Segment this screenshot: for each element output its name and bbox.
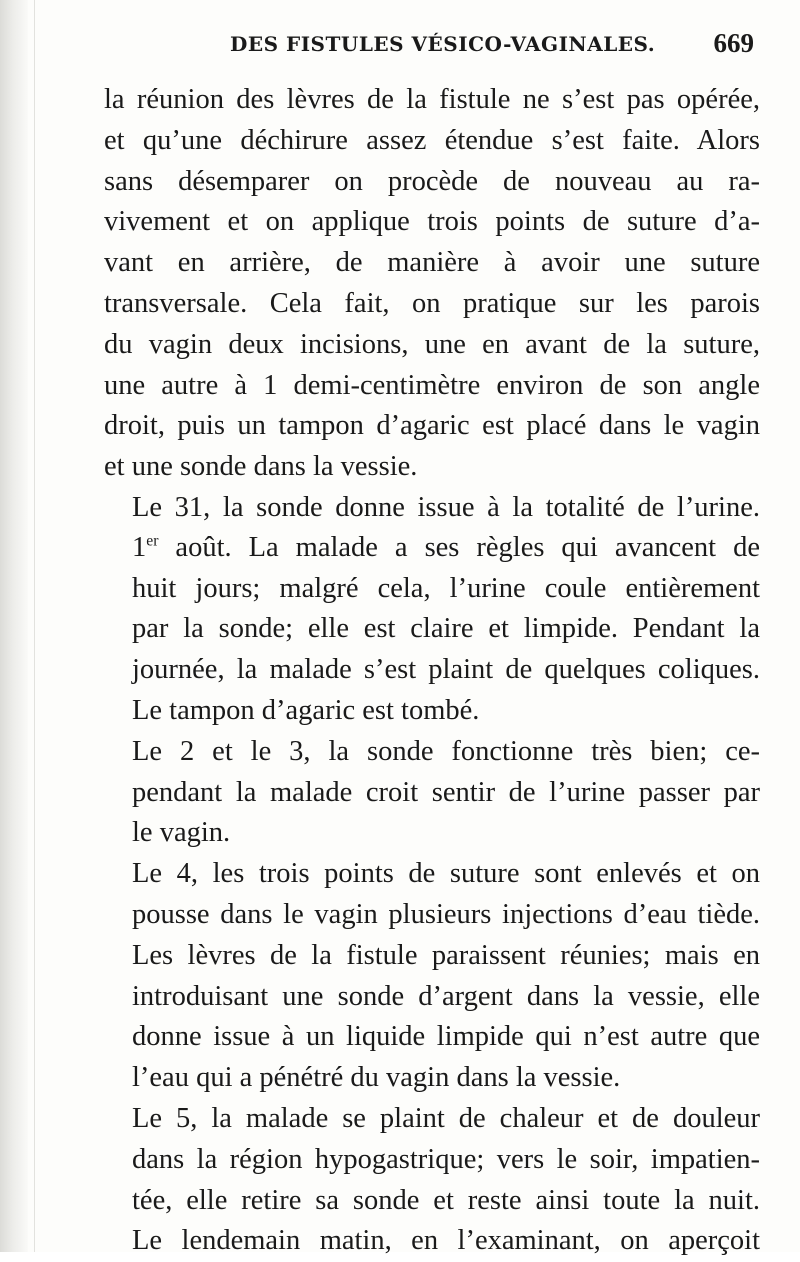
text-line: vivement et on applique trois points de suture d’a- xyxy=(104,206,760,238)
text-line xyxy=(104,528,760,569)
text-line: Le 4, les trois points de suture sont enlevés et on xyxy=(132,858,760,890)
page-number: 669 xyxy=(713,28,754,58)
text-line: droit, puis un tampon d’agaric est placé dans le vagin xyxy=(104,410,760,442)
text-line: pousse dans le vagin plusieurs injections d’eau tiède. xyxy=(132,898,760,930)
ordinal-superscript: er xyxy=(146,532,159,550)
paragraph-2 xyxy=(104,488,760,529)
text-line: Le tampon d’agaric est tombé. xyxy=(132,694,480,726)
text-line: Les lèvres de la fistule paraissent réunies; mais en xyxy=(132,939,760,971)
date-number: 1 xyxy=(132,531,147,563)
text-line: donne issue à un liquide limpide qui n’est autre que xyxy=(132,1021,760,1053)
text-line: pendant la malade croit sentir de l’urine passer par xyxy=(132,776,760,808)
text-line-rest: août. La malade a ses règles qui avancent de xyxy=(158,531,760,563)
text-line: tée, elle retire sa sonde et reste ainsi toute la nuit. xyxy=(132,1184,760,1216)
text-line: la réunion des lèvres de la fistule ne s’est pas opérée, xyxy=(104,84,760,115)
text-line: une autre à 1 demi-centimètre environ de son angle xyxy=(104,369,760,401)
text-line: introduisant une sonde d’argent dans la vessie, elle xyxy=(132,980,760,1012)
paragraph-4 xyxy=(104,732,760,854)
text-line: Le 2 et le 3, la sonde fonctionne très bien; ce- xyxy=(132,735,760,767)
running-head: DES FISTULES VÉSICO-VAGINALES. xyxy=(230,32,656,56)
paragraph-3 xyxy=(104,528,760,732)
text-line: Le 5, la malade se plaint de chaleur et de douleur xyxy=(132,1102,760,1134)
text-line: journée, la malade s’est plaint de quelques coliques. xyxy=(132,654,760,686)
paragraph-1 xyxy=(104,80,760,488)
text-line: du vagin deux incisions, une en avant de la suture, xyxy=(104,328,760,360)
text-line: le vagin. xyxy=(132,817,231,849)
page-gutter-shadow xyxy=(0,0,28,1252)
text-line: et une sonde dans la vessie. xyxy=(104,451,418,483)
body-text xyxy=(104,80,760,1262)
paragraph-6 xyxy=(104,1099,760,1262)
text-line: vant en arrière, de manière à avoir une suture xyxy=(104,247,760,279)
text-line: par la sonde; elle est claire et limpide. Pendant la xyxy=(132,613,760,645)
page-header xyxy=(104,28,760,64)
text-line: sans désemparer on procède de nouveau au ra- xyxy=(104,165,760,197)
text-line: et qu’une déchirure assez étendue s’est faite. Alors xyxy=(104,124,760,156)
page-edge-line xyxy=(34,0,35,1252)
text-line: dans la région hypogastrique; vers le soir, impatien- xyxy=(132,1143,760,1175)
paragraph-5 xyxy=(104,854,760,1099)
text-line: l’eau qui a pénétré du vagin dans la vessie. xyxy=(132,1062,621,1094)
text-line: Le lendemain matin, en l’examinant, on aperçoit xyxy=(132,1225,760,1257)
text-line: transversale. Cela fait, on pratique sur les parois xyxy=(104,287,760,319)
text-line: Le 31, la sonde donne issue à la totalité de l’urine. xyxy=(132,491,760,523)
text-line: huit jours; malgré cela, l’urine coule entièrement xyxy=(132,572,760,604)
